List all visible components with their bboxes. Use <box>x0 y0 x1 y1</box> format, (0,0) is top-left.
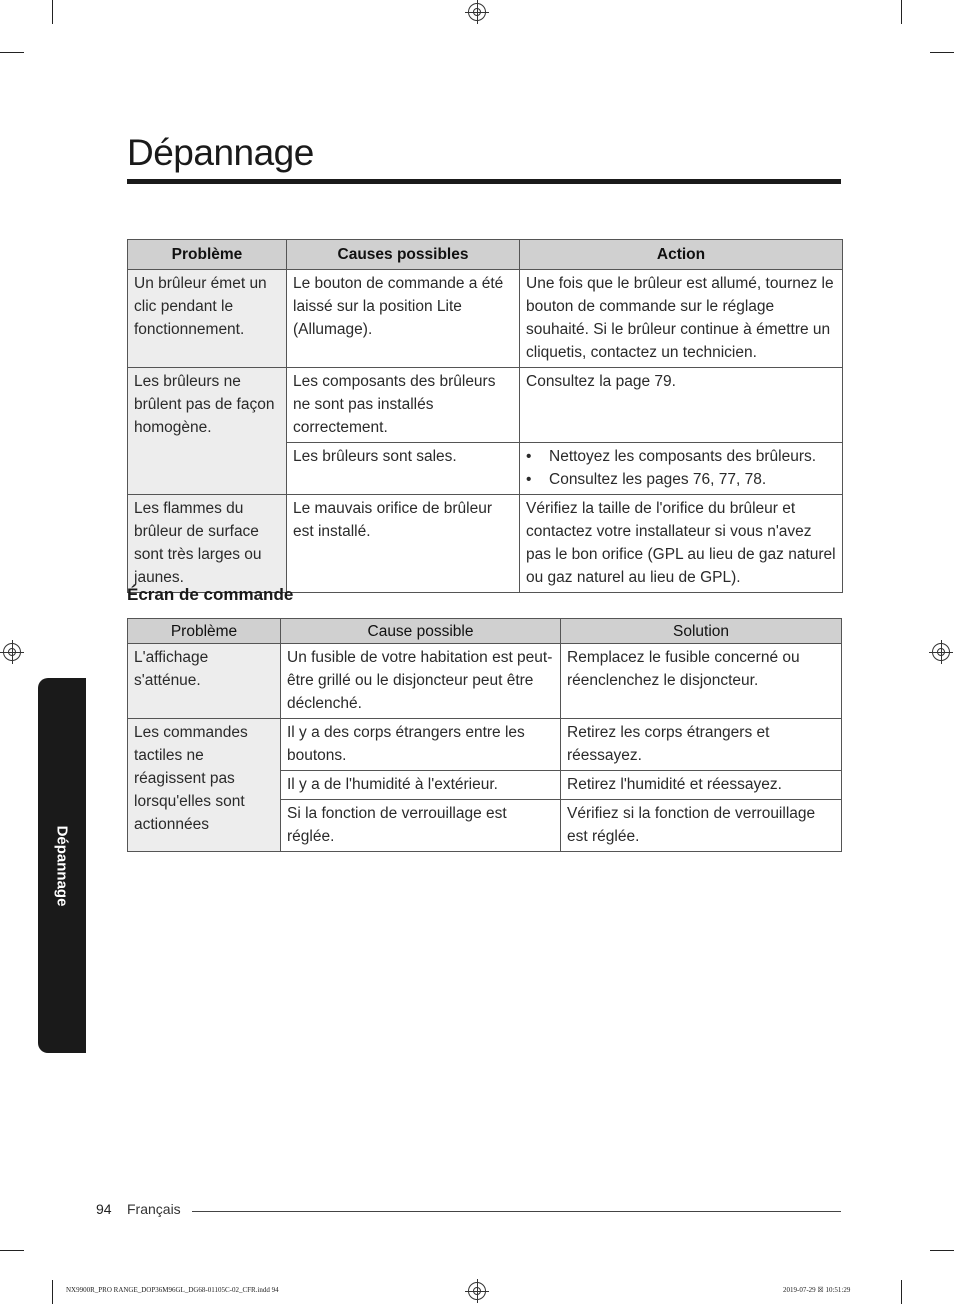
cause-cell: Il y a des corps étrangers entre les boutons. <box>281 719 561 771</box>
problem-cell: Les flammes du brûleur de surface sont très larges ou jaunes. <box>128 495 287 593</box>
crop-mark <box>0 1250 24 1251</box>
table-row <box>128 368 843 443</box>
punctuation: . <box>761 471 767 488</box>
page-link[interactable]: 77 <box>718 471 737 488</box>
troubleshooting-table-burners <box>127 239 843 593</box>
registration-mark-icon <box>3 643 21 661</box>
problem-cell: L'affichage s'atténue. <box>128 644 281 719</box>
bullet-item <box>526 445 836 468</box>
action-text: Consultez la page <box>526 373 655 390</box>
print-slug-filename: NX9900R_PRO RANGE_DOP36M96GL_DG68-01105C-02_CFR.indd 94 <box>66 1286 279 1294</box>
table-row <box>128 644 842 719</box>
table-header-row <box>128 240 843 270</box>
cause-cell: Le mauvais orifice de brûleur est installé. <box>287 495 520 593</box>
column-header: Cause possible <box>281 619 561 644</box>
action-cell: Vérifiez la taille de l'orifice du brûleur et contactez votre installateur si vous n'avez pas le bon orifice (GPL au lieu de gaz naturel ou gaz naturel au lieu de GPL). <box>520 495 843 593</box>
column-header: Action <box>520 240 843 270</box>
problem-cell: Un brûleur émet un clic pendant le fonctionnement. <box>128 270 287 368</box>
table-row <box>128 270 843 368</box>
page-link[interactable]: 76 <box>692 471 711 488</box>
table-row <box>128 719 842 771</box>
page-number: 94 <box>96 1201 112 1217</box>
column-header: Causes possibles <box>287 240 520 270</box>
crop-mark <box>52 0 53 24</box>
column-header: Problème <box>128 619 281 644</box>
bullet-icon: • <box>526 448 532 465</box>
footer-rule <box>192 1211 841 1212</box>
problem-cell: Les brûleurs ne brûlent pas de façon homogène. <box>128 368 287 495</box>
cause-cell: Les composants des brûleurs ne sont pas installés correctement. <box>287 368 520 443</box>
page-link[interactable]: 79 <box>654 373 672 390</box>
solution-cell: Retirez l'humidité et réessayez. <box>561 771 842 800</box>
crop-mark <box>52 1280 53 1304</box>
cause-cell: Il y a de l'humidité à l'extérieur. <box>281 771 561 800</box>
registration-mark-icon <box>468 3 486 21</box>
solution-cell: Retirez les corps étrangers et réessayez. <box>561 719 842 771</box>
print-slug-timestamp: 2019-07-29 ☒ 10:51:29 <box>783 1286 851 1294</box>
solution-cell: Vérifiez si la fonction de verrouillage est réglée. <box>561 800 842 852</box>
action-cell <box>520 368 843 443</box>
punctuation: , <box>736 471 745 488</box>
page-title: Dépannage <box>127 132 314 173</box>
section-heading: Écran de commande <box>127 585 294 604</box>
bullet-icon: • <box>526 471 532 488</box>
registration-mark-icon <box>932 643 950 661</box>
cause-cell: Le bouton de commande a été laissé sur la position Lite (Allumage). <box>287 270 520 368</box>
bullet-item <box>526 468 836 491</box>
crop-mark <box>901 1280 902 1304</box>
table-row <box>128 495 843 593</box>
registration-mark-icon <box>468 1282 486 1300</box>
action-cell: Une fois que le brûleur est allumé, tournez le bouton de commande sur le réglage souhaité. Si le brûleur continue à émettre un cliquetis, contactez un technicien. <box>520 270 843 368</box>
action-cell <box>520 443 843 495</box>
column-header: Problème <box>128 240 287 270</box>
problem-cell: Les commandes tactiles ne réagissent pas lorsqu'elles sont actionnées <box>128 719 281 852</box>
punctuation: . <box>671 373 676 390</box>
bullet-text: Consultez les pages <box>549 471 693 488</box>
solution-cell: Remplacez le fusible concerné ou réenclenchez le disjoncteur. <box>561 644 842 719</box>
section-side-tab <box>38 678 86 1053</box>
cause-cell: Si la fonction de verrouillage est réglée. <box>281 800 561 852</box>
title-rule <box>127 179 841 184</box>
bullet-text: Nettoyez les composants des brûleurs. <box>549 448 817 465</box>
punctuation: , <box>710 471 719 488</box>
crop-mark <box>930 1250 954 1251</box>
cause-cell: Les brûleurs sont sales. <box>287 443 520 495</box>
cause-cell: Un fusible de votre habitation est peut-être grillé ou le disjoncteur peut être déclenché. <box>281 644 561 719</box>
crop-mark <box>930 52 954 53</box>
side-tab-label: Dépannage <box>53 825 71 906</box>
crop-mark <box>0 52 24 53</box>
table-header-row <box>128 619 842 644</box>
footer-language: Français <box>127 1201 181 1217</box>
crop-mark <box>901 0 902 24</box>
column-header: Solution <box>561 619 842 644</box>
page-link[interactable]: 78 <box>744 471 762 488</box>
troubleshooting-table-control-panel <box>127 618 842 852</box>
